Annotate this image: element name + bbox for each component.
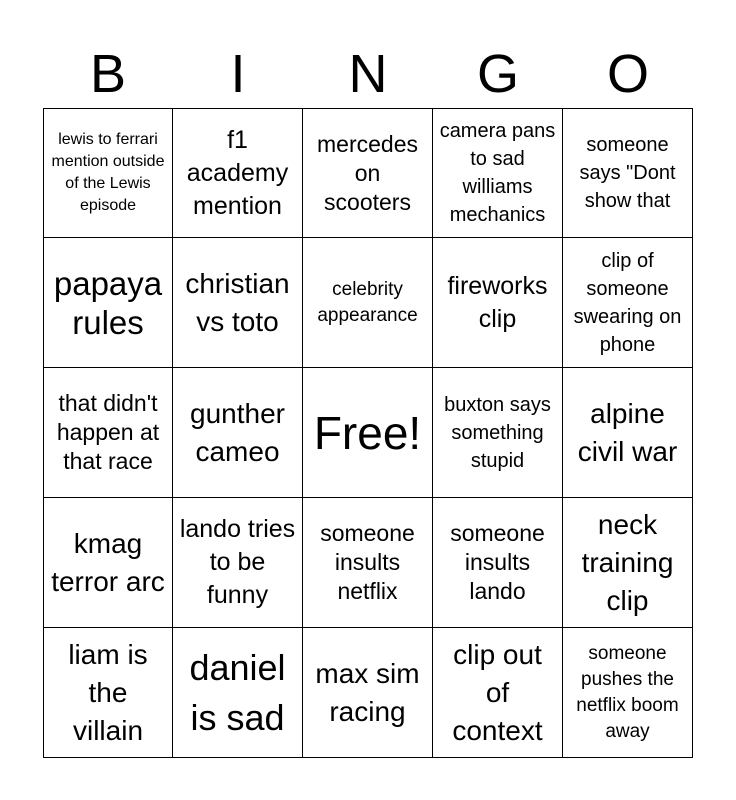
bingo-cell-text: lando tries to be funny: [179, 515, 296, 609]
bingo-cell-text: kmag terror arc: [51, 527, 165, 597]
bingo-cell[interactable]: [173, 238, 303, 368]
bingo-cell[interactable]: [173, 498, 303, 628]
bingo-cell[interactable]: [433, 498, 563, 628]
bingo-cell[interactable]: [43, 498, 173, 628]
header-letter-n: N: [348, 44, 388, 104]
bingo-cell[interactable]: [563, 498, 693, 628]
bingo-cell[interactable]: [303, 628, 433, 758]
bingo-cell-text: f1 academy mention: [186, 125, 289, 220]
bingo-cell[interactable]: [43, 238, 173, 368]
bingo-cell-text: alpine civil war: [577, 397, 678, 467]
bingo-cell[interactable]: [173, 628, 303, 758]
bingo-cell[interactable]: [303, 238, 433, 368]
bingo-cell-text: someone says "Dont show that: [579, 134, 676, 212]
bingo-cell-text: mercedes on scooters: [317, 130, 418, 215]
bingo-cell[interactable]: [433, 368, 563, 498]
bingo-cell[interactable]: [43, 108, 173, 238]
bingo-cell-text: that didn't happen at that race: [56, 390, 160, 474]
bingo-cell[interactable]: [173, 368, 303, 498]
bingo-cell[interactable]: [303, 498, 433, 628]
header-letter-o: O: [606, 44, 649, 104]
bingo-cell[interactable]: [43, 628, 173, 758]
bingo-cell[interactable]: [563, 108, 693, 238]
bingo-card-grid: [43, 108, 693, 758]
header-letter-g: G: [476, 44, 519, 104]
bingo-cell[interactable]: [173, 108, 303, 238]
bingo-cell[interactable]: [563, 238, 693, 368]
bingo-cell-text: max sim racing: [315, 657, 420, 727]
bingo-cell-text: someone pushes the netflix boom away: [576, 642, 679, 742]
bingo-cell[interactable]: [43, 368, 173, 498]
bingo-cell-text: papaya rules: [53, 264, 163, 341]
bingo-cell[interactable]: [433, 238, 563, 368]
bingo-cell-text: christian vs toto: [185, 267, 290, 337]
bingo-cell-text: daniel is sad: [189, 646, 286, 738]
bingo-cell[interactable]: [433, 108, 563, 238]
bingo-cell-text: camera pans to sad williams mechanics: [439, 120, 556, 226]
bingo-cell-text: lewis to ferrari mention outside of the Lewis episode: [51, 131, 165, 214]
bingo-cell-text: gunther cameo: [190, 397, 285, 467]
bingo-cell-text: someone insults netflix: [320, 520, 415, 604]
bingo-cell-text: celebrity appearance: [317, 278, 418, 326]
bingo-cell-text: liam is the villain: [68, 638, 148, 746]
bingo-cell-text: fireworks clip: [447, 271, 548, 333]
bingo-cell[interactable]: [563, 368, 693, 498]
bingo-cell-text: buxton says something stupid: [444, 393, 551, 472]
bingo-cell-text: neck training clip: [581, 508, 674, 616]
bingo-cell-text: clip out of context: [452, 638, 543, 746]
free-space-text: Free!: [313, 406, 422, 459]
header-letter-i: I: [230, 44, 246, 104]
bingo-header: [43, 40, 693, 108]
free-space-cell[interactable]: [303, 368, 433, 498]
bingo-cell[interactable]: [433, 628, 563, 758]
bingo-cell-text: clip of someone swearing on phone: [573, 249, 682, 356]
header-letter-b: B: [89, 44, 127, 104]
bingo-cell-text: someone insults lando: [450, 520, 545, 604]
bingo-cell[interactable]: [563, 628, 693, 758]
bingo-cell[interactable]: [303, 108, 433, 238]
